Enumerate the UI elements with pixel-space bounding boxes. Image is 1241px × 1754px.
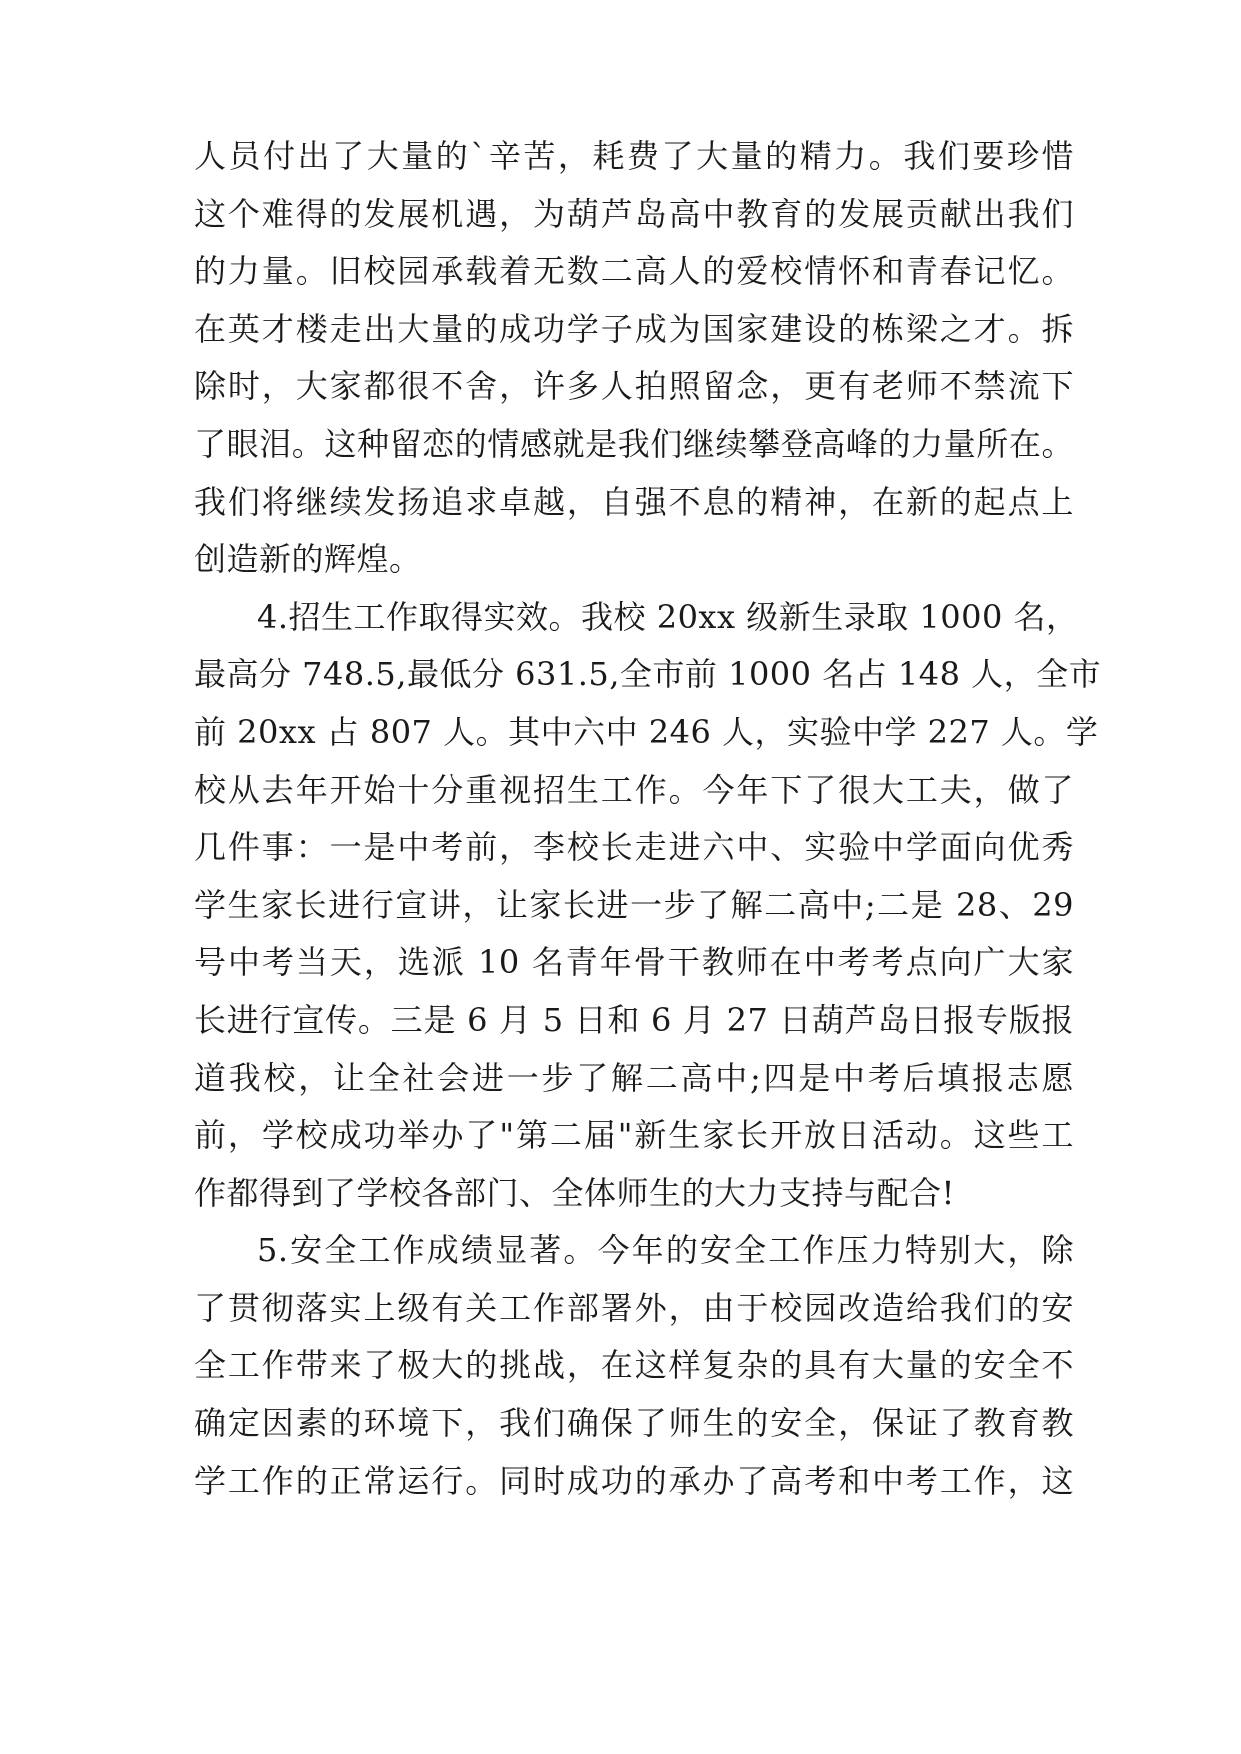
- body-text: [194, 128, 1102, 1510]
- text-line: 全工作带来了极大的挑战，在这样复杂的具有大量的安全不: [194, 1346, 1074, 1385]
- text-line: 道我校，让全社会进一步了解二高中;四是中考后填报志愿: [194, 1058, 1074, 1097]
- text-line: 几件事：一是中考前，李校长走进六中、实验中学面向优秀: [194, 828, 1074, 867]
- text-line: 长进行宣传。三是 6 月 5 日和 6 月 27 日葫芦岛日报专版报: [194, 1000, 1074, 1039]
- text-line: 在英才楼走出大量的成功学子成为国家建设的栋梁之才。拆: [194, 309, 1074, 348]
- text-line: 我们将继续发扬追求卓越，自强不息的精神，在新的起点上: [194, 482, 1074, 521]
- text-line: 人员付出了大量的`辛苦，耗费了大量的精力。我们要珍惜: [194, 137, 1074, 175]
- text-line: 校从去年开始十分重视招生工作。今年下了很大工夫，做了: [194, 770, 1074, 809]
- text-line: 了贯彻落实上级有关工作部署外，由于校园改造给我们的安: [194, 1288, 1074, 1327]
- text-line: 了眼泪。这种留恋的情感就是我们继续攀登高峰的力量所在。: [194, 424, 1074, 463]
- paragraph-last-line: 创造新的辉煌。: [194, 540, 422, 579]
- paragraph-first-line: 4.招生工作取得实效。我校 20xx 级新生录取 1000 名，: [257, 597, 1079, 636]
- text-line: 这个难得的发展机遇，为葫芦岛高中教育的发展贡献出我们: [194, 194, 1074, 233]
- text-line: 前，学校成功举办了"第二届"新生家长开放日活动。这些工: [194, 1116, 1074, 1155]
- text-line: 确定因素的环境下，我们确保了师生的安全，保证了教育教: [194, 1404, 1074, 1443]
- text-line: 学工作的正常运行。同时成功的承办了高考和中考工作，这: [194, 1461, 1074, 1500]
- paragraph-last-line: 作都得到了学校各部门、全体师生的大力支持与配合!: [194, 1173, 955, 1212]
- text-line: 的力量。旧校园承载着无数二高人的爱校情怀和青春记忆。: [194, 252, 1074, 291]
- text-line: 最高分 748.5,最低分 631.5,全市前 1000 名占 148 人，全市: [194, 655, 1102, 694]
- text-line: 学生家长进行宣讲，让家长进一步了解二高中;二是 28、29: [194, 885, 1074, 924]
- paragraph-first-line: 5.安全工作成绩显著。今年的安全工作压力特别大，除: [257, 1231, 1074, 1270]
- text-line: 除时，大家都很不舍，许多人拍照留念，更有老师不禁流下: [194, 367, 1074, 406]
- text-line: 号中考当天，选派 10 名青年骨干教师在中考考点向广大家: [194, 943, 1074, 982]
- text-line: 前 20xx 占 807 人。其中六中 246 人，实验中学 227 人。学: [194, 712, 1099, 751]
